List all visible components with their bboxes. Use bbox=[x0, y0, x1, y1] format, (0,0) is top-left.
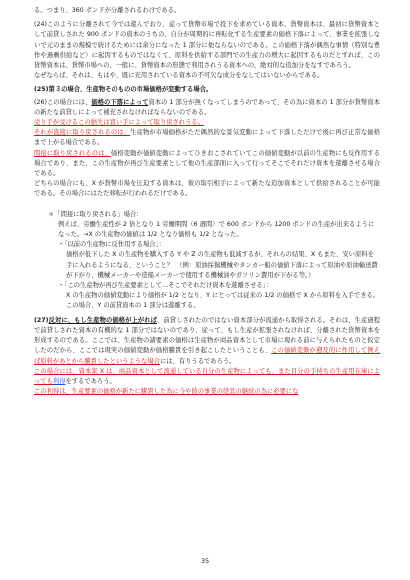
highlight-text: それが直接に取り戻されるのは、 bbox=[34, 129, 131, 137]
paragraph-text: 生産物が市場価格がただ偶然的な景気変動によって下落しただけで後に再び正常な価格まで上がる場合である。 bbox=[34, 129, 381, 147]
paragraph-text: どちらの場合にも、X が貨幣市場を圧迫する資本は、彼の取引相手によって新たな追加資本として供給されることが可能である。その場合にはただ移転が行われるだけである。 bbox=[34, 180, 380, 198]
highlight-text: 間接に取り戻されるのは、 bbox=[34, 149, 111, 157]
paragraph-text: (26)この場合には、 bbox=[34, 98, 92, 106]
paragraph-text: をするであろう。 bbox=[65, 377, 116, 385]
page-number: 35 bbox=[200, 557, 210, 565]
highlight-text: この利得は、生産要素の価格が新たに騰貴した為に今や彼の事業の経営の継続の為に必要にな bbox=[34, 388, 299, 396]
paragraph-text: には、有りうるであろう。 bbox=[159, 357, 236, 365]
paragraph-text: なぜならば、それは、もはや、既に充用されている資本の不可欠な成分をなしてはいないからである。 bbox=[34, 72, 324, 80]
paragraph-text: 資本の 1 部分が無くなってしまうのであって、その為に資本の 1 部分が貨幣資本の新たな前貸しによって補充されなければならないのである。 bbox=[34, 98, 380, 116]
paragraph-text: る。つまり、360 ポンドが分離されるわけである。 bbox=[34, 7, 181, 14]
paragraph-text: (24)このように分離されて今では遊んでおり、従って貨幣市場で投下を求めている資本、貨幣資本は、最初に貨幣資本として前貸しされた 900 ポンドの資本のうちの、自分が周期的に再転化する生産要素の価格下落によって、事業を拡張しないで元のままの規模で続けるためには余分になった 1 部分に他ならないのである。この価格下落が偶然な事情（特別な豊作や過剰供給など）に起因するものではなくて、原料を供給する部門での生産力の増大に起因するものだとすれば、この貨幣資本は、貨幣市場への、一般に、貨幣資本の形態で利用されうる資本への、絶対的な追加分をなすであろう。 bbox=[34, 21, 380, 70]
paragraph-24 bbox=[34, 20, 380, 81]
annotation-block bbox=[34, 210, 380, 312]
highlight-text: この価値変動が遡及的に作用して例えば原料があとから騰貴したというような場合 bbox=[34, 347, 381, 365]
annotation-text: 例えば、労働生産性が 2 倍となり 1 労働期間（6 週間）で 600 ポンドから 1200 ポンドの生産が出来るようになった。→X の生産物の価値は 1/2 となり価格も 1/2 となった。 bbox=[58, 220, 375, 239]
paragraph-number: (27) bbox=[34, 316, 49, 324]
annotation-subheading: ・「以前の生産物に反作用する場合」： bbox=[58, 241, 166, 249]
paragraph-text: 価格変動が価値変動によってひきおこされていてこの価値変動が以前の生産物にも反作用する場合であり、また、この生産物が再び生産要素として他の生産部面に入って行ってそこでそれだけ資本を遊離させる場合である。 bbox=[34, 149, 381, 178]
annotation-subheading: ・「この生産物が再び生産要素として…そこでそれだけ資本を遊離させる」： bbox=[58, 282, 273, 290]
highlight-text: この場合には、資本家 X は、商品資本として流通している自分の生産物によっても、また目分の手持ちの生産用在庫によっても bbox=[34, 367, 380, 385]
section-heading-25: (25)第３の場合、生産物そのものの市場価格が変動する場合。 bbox=[34, 86, 213, 94]
paragraph-26 bbox=[34, 98, 380, 200]
paragraph-continued bbox=[34, 6, 380, 16]
annotation-text: 価格が低下した X の生産物を購入する Y や Z の生産物も低減するが、それらの結果、X もまた、安い原料を手に入れるようになる、ということ？ （例：原油採掘機械やタンカー船の価値下落によって原油や原油輸送費が下がり、機械メーカーや造船メーカーで使用する機械油やガソリン費用が下がる等。） bbox=[66, 251, 378, 279]
emphasis-text: 反対に、もし生産物の価格が上がれば bbox=[48, 316, 157, 324]
highlight-text-blue: 利得 bbox=[52, 377, 66, 385]
document-body bbox=[34, 6, 380, 401]
emphasis-text: 価格の下落によって bbox=[91, 98, 149, 106]
annotation-title: ＊「間接に取り戻される」場合： bbox=[48, 210, 143, 218]
highlight-text: 売り手が受けるこの損失は買い手によって取り戻されうる。 bbox=[34, 119, 205, 127]
annotation-text: X の生産物の価値変動により価格が 1/2 となり、Y にとっては従来の 1/2 の価格で X から原料を入手できる。この場合、Y の前貸資本の 1 部分は遊離する。 bbox=[66, 292, 380, 310]
paragraph-text: 、前貸しされたのではない資本部分が流通から取得される。それは、生産過程で前貸しされた資本の有機的な 1 部分ではないのであり、従って、もし生産が拡張されなければ、分離された貨幣資本を形成するのである。ここでは、生産物の諸要素の価格は生産物が商品資本として市場に現れる前に与えられたものと仮定したのだから、ここでは現実の価値変動が価格騰貴を引き起こしたということも、 bbox=[34, 316, 381, 355]
paragraph-27 bbox=[34, 316, 380, 398]
